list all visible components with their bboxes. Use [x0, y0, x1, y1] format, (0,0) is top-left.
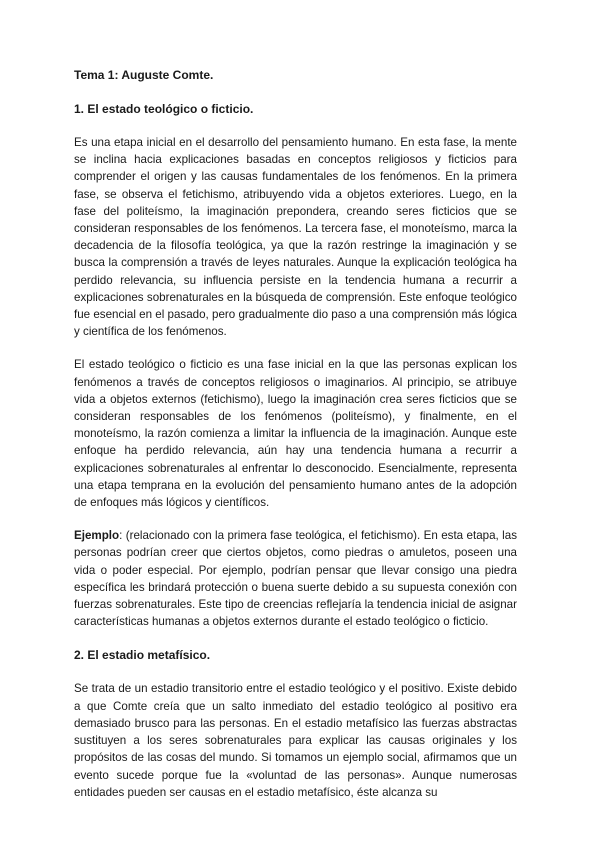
document-title: Tema 1: Auguste Comte.	[74, 68, 214, 82]
paragraph: Es una etapa inicial en el desarrollo del pensamiento humano. En esta fase, la mente se inclina hacia explicaciones basadas en conceptos religiosos y ficticios para comprender el origen y las causas fundamentales de los fenómenos. En la primera fase, se observa el fetichismo, atribuyendo vida a objetos exteriores. Luego, en la fase del politeísmo, la imaginación prepondera, creando seres ficticios que se consideran responsables de los fenómenos. La tercera fase, el monoteísmo, marca la decadencia de la filosofía teológica, ya que la razón restringe la imaginación y se busca la comprensión a través de leyes naturales. Aunque la explicación teológica ha perdido relevancia, su influencia persiste en la tendencia humana a recurrir a explicaciones sobrenaturales en la búsqueda de comprensión. Este enfoque teológico fue esencial en el pasado, pero gradualmente dio paso a una comprensión más lógica y científica de los fenómenos.	[74, 136, 517, 339]
paragraph: Se trata de un estadio transitorio entre el estadio teológico y el positivo. Existe debido a que Comte creía que un salto inmediato del estadio teológico al positivo era demasiado brusco para las personas. En el estadio metafísico las fuerzas abstractas sustituyen a los seres sobrenaturales para explicar las causas originales y los propósitos de las cosas del mundo. Si tomamos un ejemplo social, afirmamos que un evento sucede porque fue la «voluntad de las personas». Aunque numerosas entidades pueden ser causas en el estadio metafísico, éste alcanza su	[74, 682, 517, 799]
document-page	[74, 66, 517, 801]
example-paragraph	[74, 527, 517, 630]
section-heading-metaphysical: 2. El estadio metafísico.	[74, 648, 211, 663]
paragraph: El estado teológico o ficticio es una fase inicial en la que las personas explican los fenómenos a través de conceptos religiosos o imaginarios. Al principio, se atribuye vida a objetos externos (fetichismo), luego la imaginación crea seres ficticios que se consideran responsables de los fenómenos (politeísmo), y finalmente, en el monoteísmo, la razón comienza a limitar la influencia de la imaginación. Aunque este enfoque ha perdido relevancia, aún hay una tendencia humana a recurrir a explicaciones sobrenaturales al enfrentar lo desconocido. Esencialmente, representa una etapa temprana en la evolución del pensamiento humano antes de la adopción de enfoques más lógicos y científicos.	[74, 358, 517, 510]
example-text: : (relacionado con la primera fase teológica, el fetichismo). En esta etapa, las personas podrían creer que ciertos objetos, como piedras o amuletos, poseen una vida o poder especial. Por ejemplo, podrían pensar que llevar consigo una piedra específica les brindará protección o buena suerte debido a su supuesta conexión con fuerzas sobrenaturales. Este tipo de creencias reflejaría la tendencia inicial de asignar características humanas a objetos externos durante el estado teológico o ficticio.	[74, 529, 517, 629]
section-heading-theological: 1. El estado teológico o ficticio.	[74, 102, 254, 116]
example-label: Ejemplo	[74, 529, 120, 543]
